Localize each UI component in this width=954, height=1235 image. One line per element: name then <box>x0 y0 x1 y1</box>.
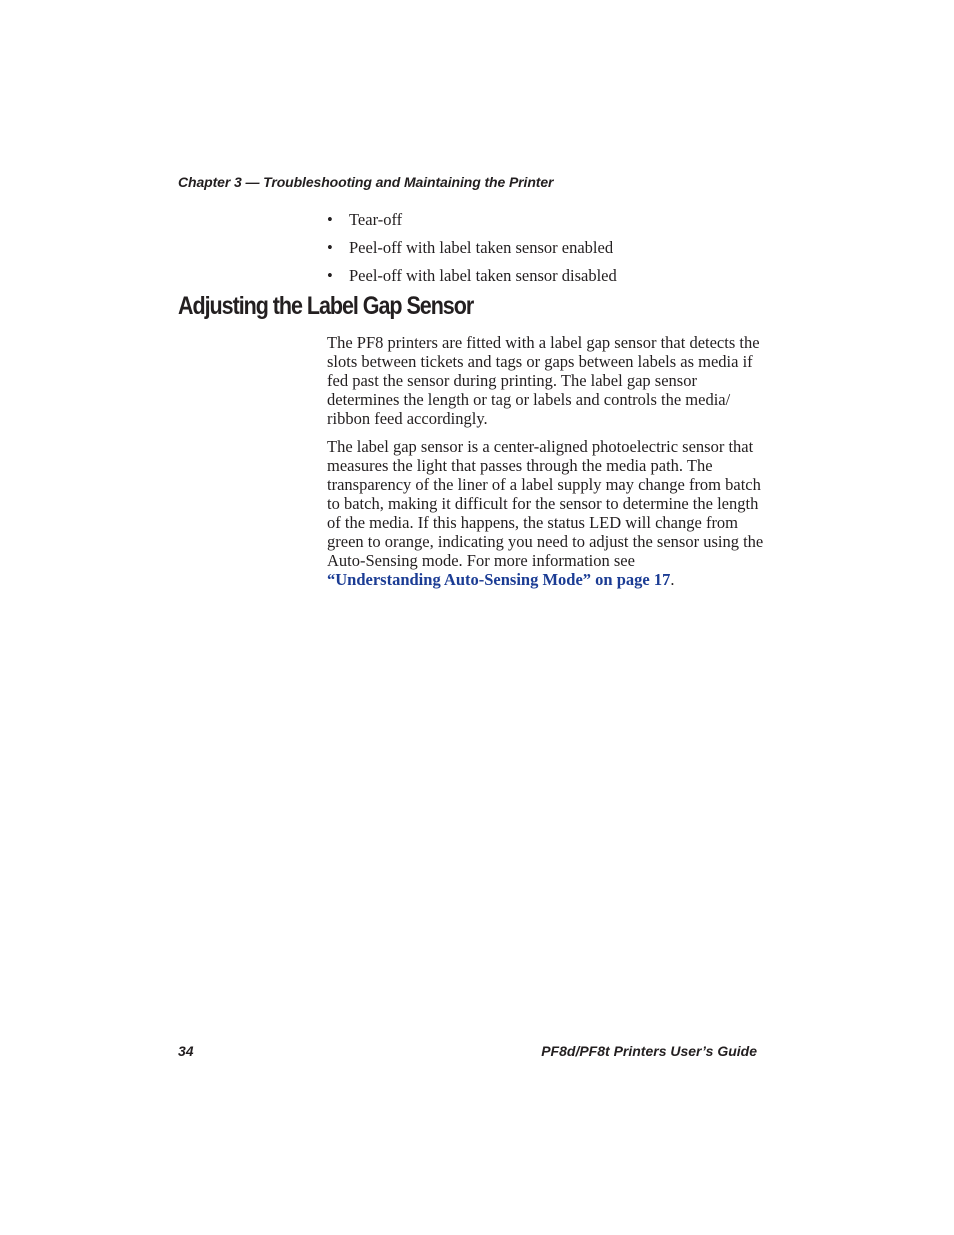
list-item-text: Peel-off with label taken sensor disabled <box>349 266 617 285</box>
paragraph-text: The label gap sensor is a center-aligned photoelectric sensor that measures the light that passes through the media path. The transparency of the liner of a label supply may change from batch to batch, making it difficult for the sensor to determine the length of the media. If this happens, the status LED will change from green to orange, indicating you need to adjust the sensor using the Auto-Sensing mode. For more information see <box>327 437 764 570</box>
print-mode-list <box>327 209 617 293</box>
bullet-icon: • <box>327 210 333 229</box>
guide-title: PF8d/PF8t Printers User’s Guide <box>541 1043 757 1059</box>
bullet-icon: • <box>327 238 333 257</box>
list-item <box>327 265 617 293</box>
list-item-text: Peel-off with label taken sensor enabled <box>349 238 614 257</box>
section-title: Adjusting the Label Gap Sensor <box>178 292 474 320</box>
paragraph-end-punctuation: . <box>670 570 675 589</box>
list-item <box>327 209 617 237</box>
body-paragraph: The PF8 printers are fitted with a label gap sensor that detects the slots between tickets and tags or gaps between labels as media if fed past the sensor during printing. The label gap sensor determines the length or tag or labels and controls the media/ ribbon feed accordingly. <box>327 333 760 428</box>
running-head: Chapter 3 — Troubleshooting and Maintaining the Printer <box>178 174 554 190</box>
list-item-text: Tear-off <box>349 210 403 229</box>
bullet-icon: • <box>327 266 333 285</box>
page-number: 34 <box>178 1043 194 1059</box>
list-item <box>327 237 617 265</box>
body-paragraph <box>327 437 767 589</box>
cross-reference-link[interactable]: “Understanding Auto-Sensing Mode” on page 17 <box>327 570 671 589</box>
